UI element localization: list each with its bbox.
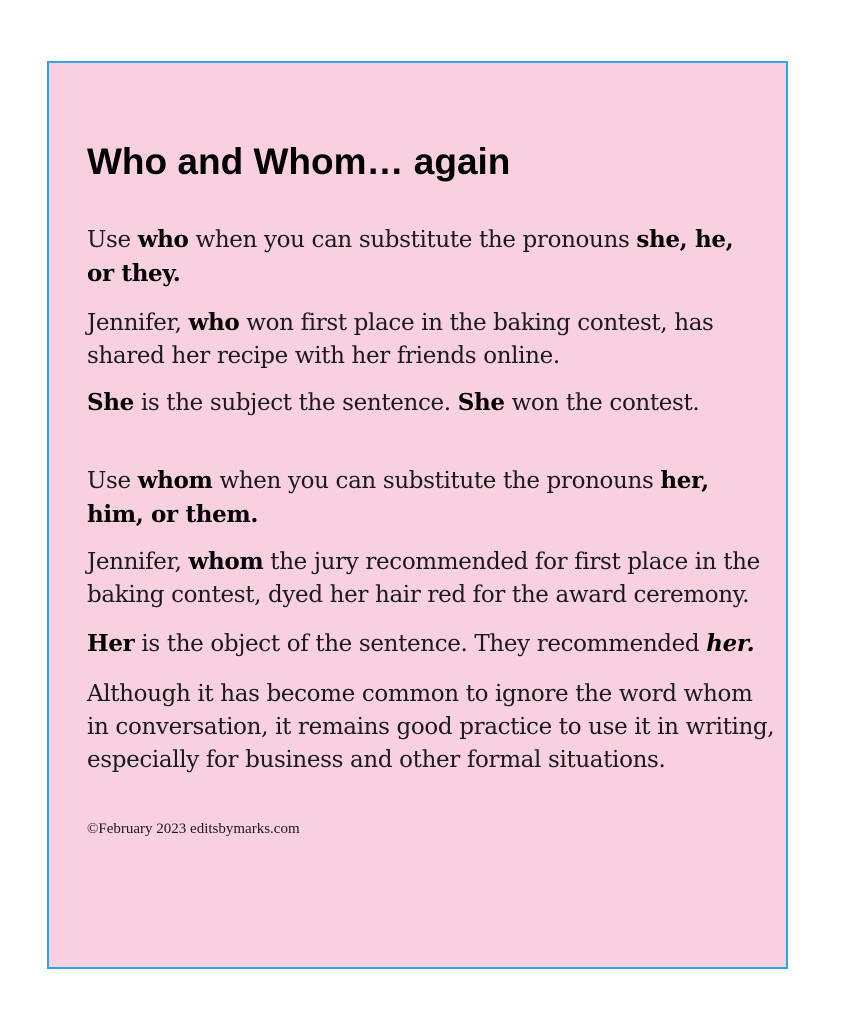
whom-explain-line bbox=[87, 627, 787, 661]
copyright-notice: ©February 2023 editsbymarks.com bbox=[87, 821, 300, 837]
closing-paragraph bbox=[87, 678, 787, 777]
who-explain-paragraph bbox=[87, 386, 787, 420]
closing-line-2: in conversation, it remains good practice to use it in writing, bbox=[87, 714, 775, 740]
whom-example-paragraph bbox=[87, 545, 787, 612]
page-title: Who and Whom… again bbox=[87, 141, 511, 182]
whom-rule-paragraph bbox=[87, 464, 787, 532]
whom-rule-line-2 bbox=[87, 498, 787, 532]
her-keyword-emphasis: her. bbox=[706, 630, 755, 657]
who-example-text: won first place in the baking contest, has bbox=[239, 310, 714, 336]
who-explain-text: won the contest. bbox=[504, 390, 700, 416]
subject-pronouns: she, he, bbox=[636, 226, 734, 253]
whom-example-text: the jury recommended for first place in the bbox=[263, 549, 760, 575]
who-example-text: Jennifer, bbox=[87, 310, 189, 336]
who-rule-text: when you can substitute the pronouns bbox=[188, 227, 637, 253]
who-rule-line-1 bbox=[87, 223, 787, 257]
content-card bbox=[47, 61, 788, 969]
subject-pronouns: or they. bbox=[87, 260, 181, 287]
who-example-line-1 bbox=[87, 306, 787, 340]
who-example-paragraph bbox=[87, 306, 787, 373]
whom-explain-text: is the object of the sentence. They recommended bbox=[134, 631, 707, 657]
whom-rule-line-1 bbox=[87, 464, 787, 498]
whom-example-line-2: baking contest, dyed her hair red for the award ceremony. bbox=[87, 582, 750, 608]
closing-line-3: especially for business and other formal situations. bbox=[87, 747, 666, 773]
she-keyword: She bbox=[87, 389, 134, 416]
who-rule-text: Use bbox=[87, 227, 138, 253]
whom-rule-text: Use bbox=[87, 468, 138, 494]
she-keyword: She bbox=[457, 389, 505, 416]
object-pronouns: her, bbox=[660, 467, 709, 494]
who-example-line-2: shared her recipe with her friends online. bbox=[87, 343, 560, 369]
who-keyword: who bbox=[137, 226, 189, 253]
who-rule-line-2 bbox=[87, 257, 787, 291]
whom-explain-paragraph bbox=[87, 627, 787, 661]
who-explain-text: is the subject the sentence. bbox=[133, 390, 458, 416]
who-explain-line bbox=[87, 386, 787, 420]
whom-rule-text: when you can substitute the pronouns bbox=[212, 468, 661, 494]
whom-example-line-1 bbox=[87, 545, 787, 579]
who-rule-paragraph bbox=[87, 223, 787, 291]
her-keyword: Her bbox=[87, 630, 135, 657]
closing-line-1: Although it has become common to ignore the word whom bbox=[87, 681, 753, 707]
object-pronouns: him, or them. bbox=[87, 501, 259, 528]
who-keyword: who bbox=[188, 309, 240, 336]
whom-keyword: whom bbox=[188, 548, 264, 575]
whom-keyword: whom bbox=[137, 467, 213, 494]
whom-example-text: Jennifer, bbox=[87, 549, 189, 575]
